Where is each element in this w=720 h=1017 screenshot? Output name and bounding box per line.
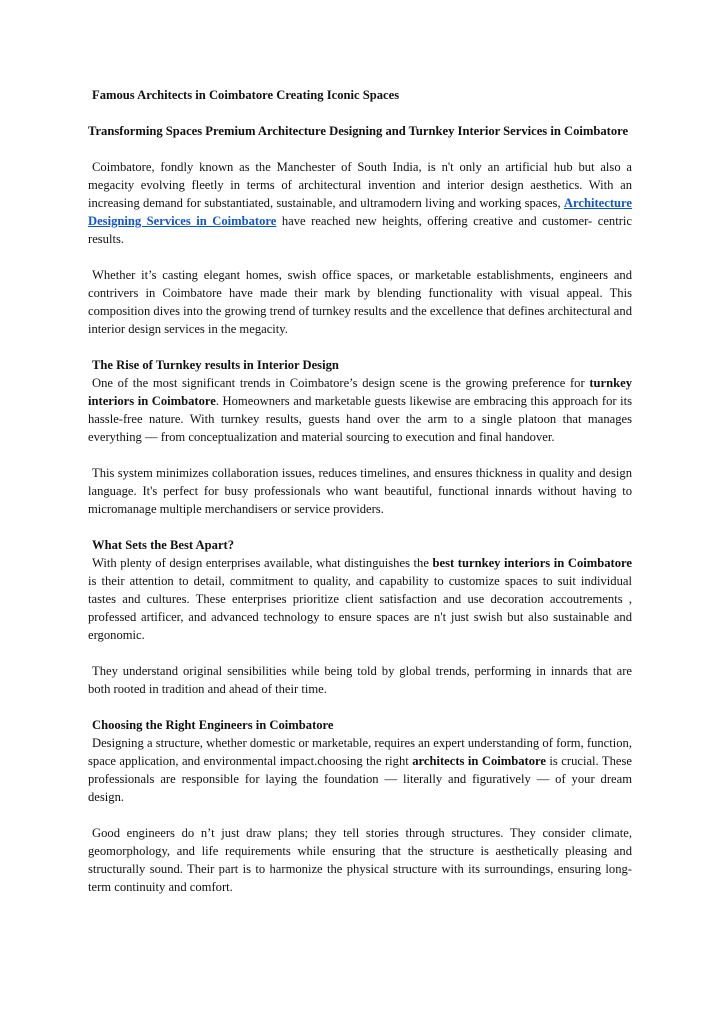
turnkey-text-end: . Homeowners and marketable guests likewise are embracing this approach for its hassle-free nature. With turnkey results, guests hand over the arm to a single platoon that manages everything — from conceptualization and material sourcing to execution and final handover. bbox=[88, 394, 632, 444]
best-text-start: With plenty of design enterprises available, what distinguishes the bbox=[92, 556, 433, 570]
engineers-text-start: Designing a structure, whether domestic or marketable, requires an expert understanding of form, function, space application, and environmental impact.choosing the right bbox=[88, 736, 632, 768]
section-heading-best: What Sets the Best Apart? bbox=[92, 538, 235, 552]
document-title: Famous Architects in Coimbatore Creating Iconic Spaces bbox=[92, 88, 400, 102]
architecture-services-link[interactable]: Architecture Designing Services in Coimbatore bbox=[88, 196, 632, 228]
best-paragraph-1 bbox=[88, 554, 632, 644]
turnkey-paragraph-1 bbox=[88, 374, 632, 446]
spacer bbox=[88, 806, 632, 824]
turnkey-paragraph-2: This system minimizes collaboration issues, reduces timelines, and ensures thickness in quality and design language. It's perfect for busy professionals who want beautiful, functional innards without having to micromanage multiple merchandisers or service providers. bbox=[88, 466, 632, 516]
spacer bbox=[88, 446, 632, 464]
best-keyword: best turnkey interiors in Coimbatore bbox=[432, 556, 632, 570]
section-heading-engineers: Choosing the Right Engineers in Coimbatore bbox=[92, 718, 334, 732]
intro-text-end: have reached new heights, offering creative and customer- centric results. bbox=[88, 214, 632, 246]
intro-text-start: Coimbatore, fondly known as the Manchester of South India, is n't only an artificial hub but also a megacity evolving fleetly in terms of architectural invention and interior design aesthetics. With an increasing demand for substantiated, sustainable, and ultramodern living and working spaces, bbox=[88, 160, 632, 210]
document-body bbox=[88, 86, 632, 896]
turnkey-keyword: turnkey interiors in Coimbatore bbox=[88, 376, 632, 408]
section-heading-turnkey: The Rise of Turnkey results in Interior Design bbox=[92, 358, 339, 372]
engineers-paragraph-1 bbox=[88, 734, 632, 806]
spacer bbox=[88, 644, 632, 662]
turnkey-text-start: One of the most significant trends in Coimbatore’s design scene is the growing preference for bbox=[92, 376, 590, 390]
best-paragraph-2: They understand original sensibilities while being told by global trends, performing in innards that are both rooted in tradition and ahead of their time. bbox=[88, 664, 632, 696]
engineers-paragraph-2: Good engineers do n’t just draw plans; they tell stories through structures. They consider climate, geomorphology, and life requirements while ensuring that the structure is aesthetically pleasing and structurally sound. Their part is to harmonize the physical structure with its surroundings, ensuring long- term continuity and comfort. bbox=[88, 826, 632, 894]
engineers-keyword: architects in Coimbatore bbox=[412, 754, 546, 768]
engineers-text-end: is crucial. These professionals are responsible for laying the foundation — literally and figuratively — of your dream design. bbox=[88, 754, 632, 804]
best-text-end: is their attention to detail, commitment to quality, and capability to customize spaces to suit individual tastes and cultures. These enterprises prioritize client satisfaction and use decoration accoutrements , professed artificer, and advanced technology to ensure spaces are n't just swish but also sustainable and ergonomic. bbox=[88, 574, 632, 642]
document-subtitle: Transforming Spaces Premium Architecture Designing and Turnkey Interior Services in Coimbatore bbox=[88, 124, 629, 138]
overview-paragraph: Whether it’s casting elegant homes, swish office spaces, or marketable establishments, engineers and contrivers in Coimbatore have made their mark by blending functionality with visual appeal. This composition dives into the growing trend of turnkey results and the excellence that defines architectural and interior design services in the megacity. bbox=[88, 268, 632, 336]
intro-paragraph bbox=[88, 158, 632, 248]
